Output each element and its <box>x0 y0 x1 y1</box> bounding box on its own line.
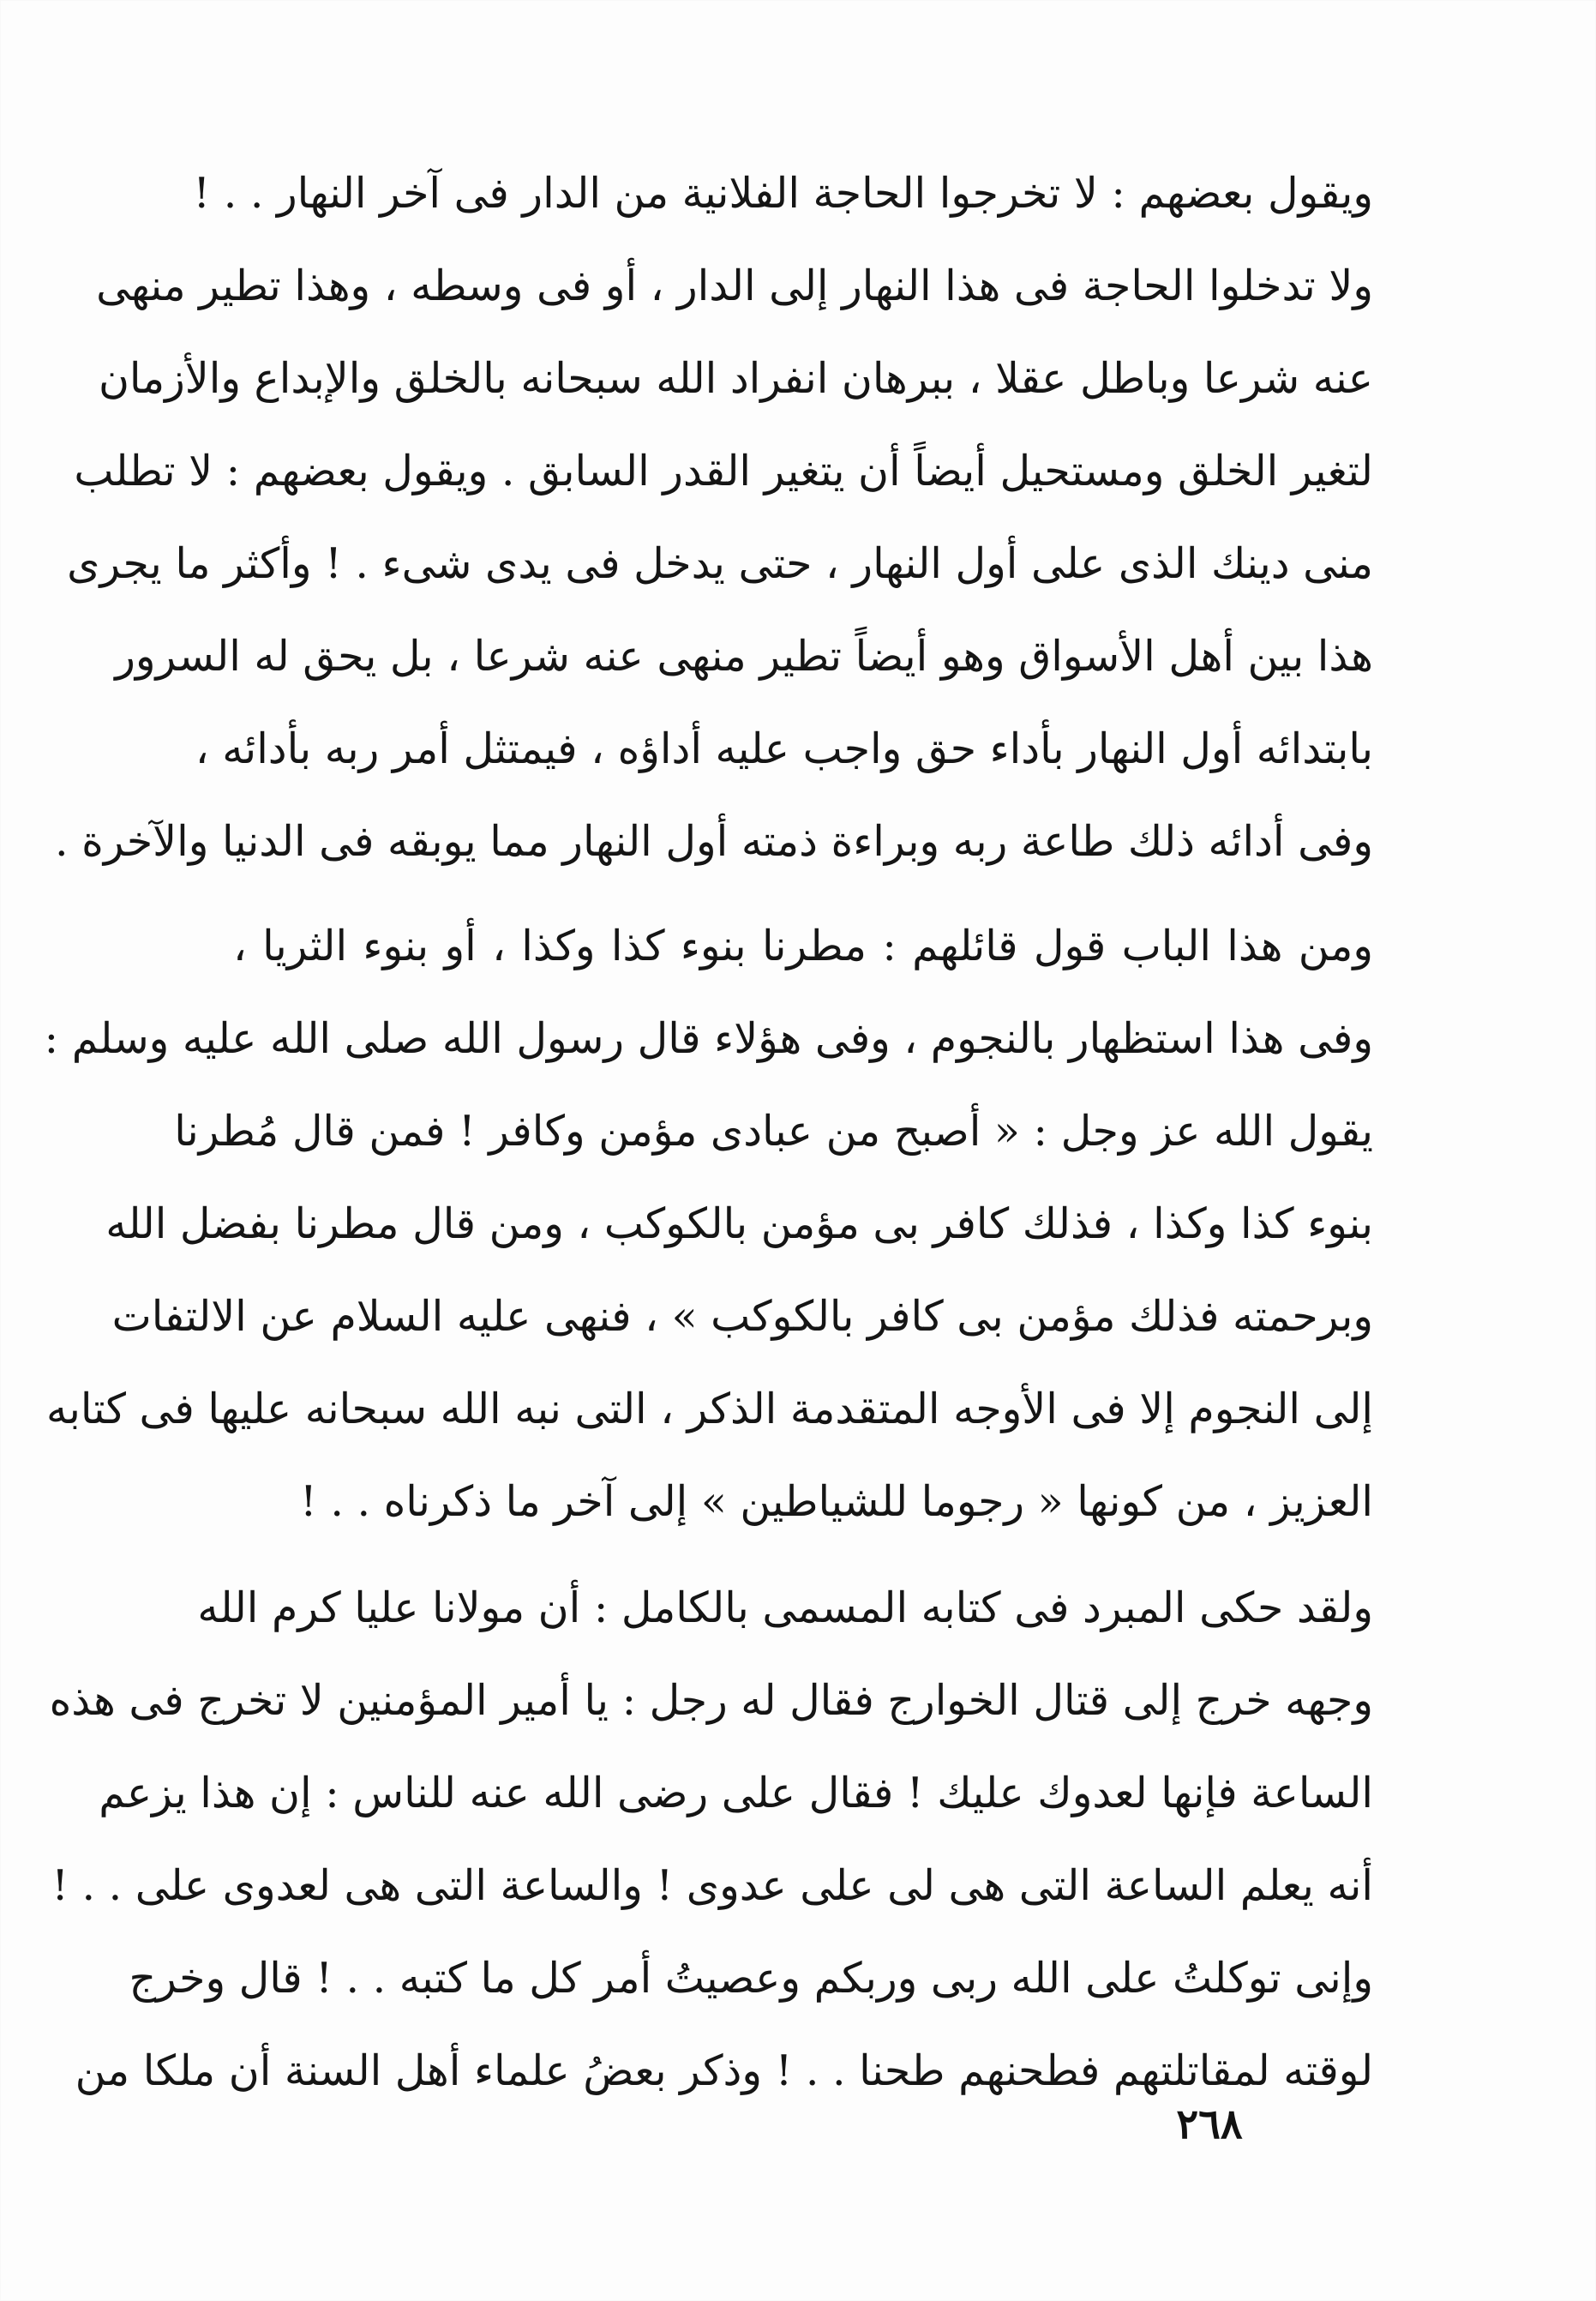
paragraph-1-line-2: ولا تدخلوا الحاجة فى هذا النهار إلى الدار ، أو فى وسطه ، وهذا تطير منهى <box>96 261 1373 310</box>
paragraph-2-line-4: بنوء كذا وكذا ، فذلك كافر بى مؤمن بالكوكب ، ومن قال مطرنا بفضل الله <box>105 1199 1373 1248</box>
paragraph-1 <box>55 147 1373 888</box>
page-number: ٢٦٨ <box>1176 2100 1243 2148</box>
paragraph-2-line-6: إلى النجوم إلا فى الأوجه المتقدمة الذكر ، التى نبه الله سبحانه عليها فى كتابه <box>46 1385 1373 1433</box>
paragraph-1-line-4: لتغير الخلق ومستحيل أيضاً أن يتغير القدر السابق . ويقول بعضهم : لا تطلب <box>74 447 1373 496</box>
paragraph-1-line-8: وفى أدائه ذلك طاعة ربه وبراءة ذمته أول النهار مما يوبقه فى الدنيا والآخرة . <box>55 817 1373 866</box>
paragraph-2-line-5: وبرحمته فذلك مؤمن بى كافر بالكوكب » ، فنهى عليه السلام عن الالتفات <box>111 1292 1373 1341</box>
paragraph-1-line-3: عنه شرعا وباطل عقلا ، ببرهان انفراد الله سبحانه بالخلق والإبداع والأزمان <box>98 354 1373 403</box>
paragraph-3-line-6: لوقته لمقاتلتهم فطحنهم طحنا . . ! وذكر بعضُ علماء أهل السنة أن ملكا من <box>75 2046 1373 2095</box>
paragraph-2-line-7: العزيز ، من كونها « رجوما للشياطين » إلى آخر ما ذكرناه . . ! <box>300 1477 1373 1526</box>
paragraph-1-line-5: منى دينك الذى على أول النهار ، حتى يدخل فى يدى شىء . ! وأكثر ما يجرى <box>67 539 1373 588</box>
paragraph-3-line-5: وإنى توكلتُ على الله ربى وربكم وعصيتُ أمر كل ما كتبه . . ! قال وخرج <box>129 1954 1373 2003</box>
paragraph-2-line-3: يقول الله عز وجل : « أصبح من عبادى مؤمن وكافر ! فمن قال مُطرنا <box>174 1107 1373 1156</box>
paragraph-2-line-1: ومن هذا الباب قول قائلهم : مطرنا بنوء كذا وكذا ، أو بنوء الثريا ، <box>233 922 1373 970</box>
paragraph-3-line-2: وجهه خرج إلى قتال الخوارج فقال له رجل : يا أمير المؤمنين لا تخرج فى هذه <box>49 1676 1373 1725</box>
paragraph-2-line-2: وفى هذا استظهار بالنجوم ، وفى هؤلاء قال رسول الله صلى الله عليه وسلم : <box>44 1014 1373 1063</box>
paragraph-3-line-1: ولقد حكى المبرد فى كتابه المسمى بالكامل : أن مولانا عليا كرم الله <box>197 1583 1373 1632</box>
paragraph-1-line-6: هذا بين أهل الأسواق وهو أيضاً تطير منهى عنه شرعا ، بل يحق له السرور <box>115 632 1373 681</box>
paragraph-3-line-3: الساعة فإنها لعدوك عليك ! فقال على رضى الله عنه للناس : إن هذا يزعم <box>99 1769 1373 1817</box>
paragraph-3 <box>49 1562 1373 2118</box>
paragraph-1-line-1: ويقول بعضهم : لا تخرجوا الحاجة الفلانية من الدار فى آخر النهار . . ! <box>193 169 1373 218</box>
paragraph-2 <box>44 900 1373 1548</box>
paragraph-3-line-4: أنه يعلم الساعة التى هى لى على عدوى ! والساعة التى هى لعدوى على . . ! <box>51 1861 1373 1910</box>
paragraph-1-line-7: بابتدائه أول النهار بأداء حق واجب عليه أداؤه ، فيمتثل أمر ربه بأدائه ، <box>195 724 1373 773</box>
